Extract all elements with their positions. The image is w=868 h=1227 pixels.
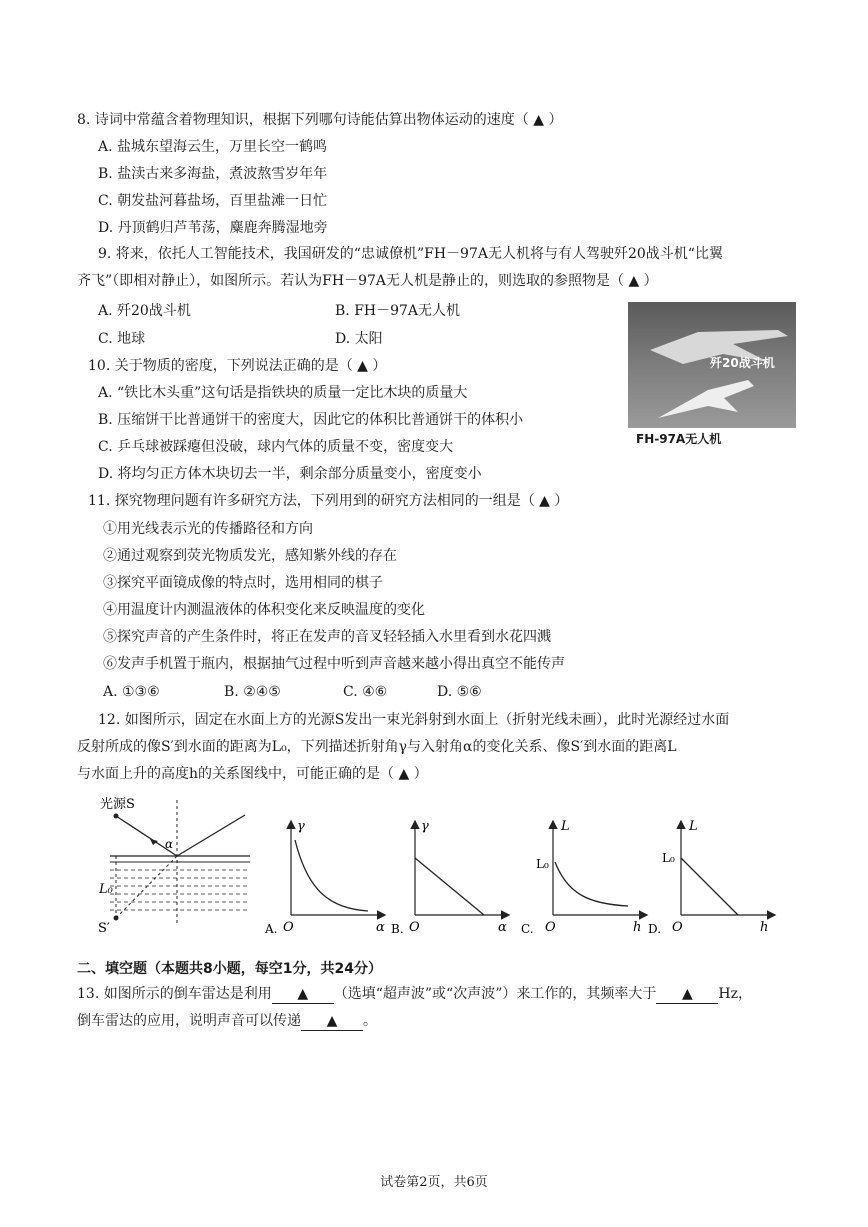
label-image: S′ — [98, 921, 110, 936]
graph-a-y-label: γ — [297, 819, 305, 834]
q11-item-6: ⑥发声手机置于瓶内，根据抽气过程中听到声音越来越小得出真空不能传声 — [103, 656, 565, 672]
q11-item-5: ⑤探究声音的产生条件时，将正在发声的音叉轻轻插入水里看到水花四溅 — [103, 629, 551, 645]
graph-a-x-label: α — [376, 920, 385, 935]
q12-stem-line2: 反射所成的像S′到水面的距离为L₀，下列描述折射角γ与入射角α的变化关系、像S′到水面的距离L — [77, 739, 677, 755]
q10-option-a: A. “铁比木头重”这句话是指铁块的质量一定比木块的质量大 — [98, 385, 468, 401]
graph-b-letter: B. — [391, 922, 404, 936]
label-angle-alpha: α — [165, 837, 174, 851]
q13-text-3: Hz， — [718, 986, 752, 1002]
graph-b-x-label: α — [498, 920, 507, 935]
graph-a-letter: A. — [265, 922, 278, 936]
graph-d-L0-label: L₀ — [662, 851, 675, 865]
q9-stem-line2: 齐飞”（即相对静止），如图所示。若认为FH－97A无人机是静止的，则选取的参照物是（ ▲ ） — [77, 273, 658, 289]
graph-c-L0-label: L₀ — [536, 857, 549, 871]
q13-text-2: （选填“超声波”或“次声波”）来工作的，其频率大于 — [333, 986, 657, 1002]
graph-a-curve — [295, 840, 368, 911]
q13-line2 — [77, 1012, 377, 1031]
q12-stem-line3: 与水面上升的高度h的关系图线中，可能正确的是（ ▲ ） — [77, 766, 428, 782]
q8-option-d: D. 丹顶鹤归芦苇荡，麋鹿奔腾湿地旁 — [98, 220, 328, 236]
q13-text-4: 倒车雷达的应用，说明声音可以传递 — [77, 1013, 301, 1029]
q8-option-c: C. 朝发盐河暮盐场，百里盐滩一日忙 — [98, 193, 328, 209]
graph-c-origin: O — [545, 920, 556, 935]
graph-d-x-label: h — [760, 920, 769, 935]
graph-b-line — [415, 858, 484, 915]
q10-option-b: B. 压缩饼干比普通饼干的密度大，因此它的体积比普通饼干的体积小 — [98, 412, 524, 428]
graph-c-curve — [555, 862, 628, 906]
section-2-heading: 二、填空题（本题共8小题，每空1分，共24分） — [77, 961, 382, 977]
photo-caption-drone: FH-97A无人机 — [636, 432, 722, 446]
graph-c-x-label: h — [633, 920, 642, 935]
q11-item-2: ②通过观察到荧光物质发光，感知紫外线的存在 — [103, 548, 397, 564]
label-light-source: 光源S — [100, 797, 135, 812]
graph-c — [521, 819, 646, 936]
q12-stem-line1: 12. 如图所示，固定在水面上方的光源S发出一束光斜射到水面上（折射光线未画），此时光源经过水面 — [98, 712, 730, 728]
q11-item-4: ④用温度计内测温液体的体积变化来反映温度的变化 — [103, 602, 425, 618]
q10-stem: 10. 关于物质的密度，下列说法正确的是（ ▲ ） — [88, 358, 387, 374]
photo-label-j20: 歼20战斗机 — [710, 356, 775, 370]
q8-stem: 8. 诗词中常蕴含着物理知识，根据下列哪句诗能估算出物体运动的速度（ ▲ ） — [77, 112, 563, 128]
q13-text-5: 。 — [363, 1013, 377, 1029]
graph-b — [391, 819, 508, 936]
q13-line1 — [77, 985, 752, 1004]
q11-option-c: C. ④⑥ — [343, 684, 388, 700]
image-point — [114, 916, 119, 921]
virtual-ray — [116, 856, 177, 918]
q13-blank-1: ▲ — [272, 985, 334, 1004]
graph-c-y-label: L — [561, 819, 570, 834]
light-source-diagram — [98, 796, 250, 936]
graph-b-y-label: γ — [421, 819, 429, 834]
q11-option-d: D. ⑤⑥ — [437, 684, 482, 700]
graph-d — [648, 819, 774, 936]
graph-d-y-label: L — [689, 819, 698, 834]
graph-d-line — [681, 858, 738, 915]
q11-option-b: B. ②④⑤ — [224, 684, 281, 700]
graph-a — [264, 819, 385, 936]
q8-option-b: B. 盐渎古来多海盐，煮波熬雪岁年年 — [98, 166, 328, 182]
q9-option-b: B. FH－97A无人机 — [335, 303, 461, 319]
graph-b-origin: O — [409, 920, 420, 935]
q10-option-d: D. 将均匀正方体木块切去一半，剩余部分质量变小，密度变小 — [98, 466, 482, 482]
q11-stem: 11. 探究物理问题有许多研究方法，下列用到的研究方法相同的一组是（ ▲ ） — [88, 493, 569, 509]
graph-c-letter: C. — [521, 922, 534, 936]
graph-d-origin: O — [672, 920, 683, 935]
q11-option-a: A. ①③⑥ — [103, 684, 160, 700]
reflected-ray — [177, 815, 245, 856]
q13-text-1: 13. 如图所示的倒车雷达是利用 — [77, 986, 272, 1002]
q13-blank-3: ▲ — [301, 1012, 363, 1031]
q13-blank-2: ▲ — [656, 985, 718, 1004]
page-footer: 试卷第2页，共6页 — [380, 1175, 488, 1190]
graph-a-origin: O — [283, 920, 294, 935]
q9-option-a: A. 歼20战斗机 — [98, 303, 191, 319]
q8-option-a: A. 盐城东望海云生，万里长空一鹤鸣 — [98, 139, 328, 155]
q9-option-c: C. 地球 — [98, 331, 146, 347]
q10-option-c: C. 乒乓球被踩瘪但没破，球内气体的质量不变，密度变大 — [98, 439, 454, 455]
q9-option-d: D. 太阳 — [335, 331, 383, 347]
q11-item-3: ③探究平面镜成像的特点时，选用相同的棋子 — [103, 575, 383, 591]
label-L0: L₀ — [99, 882, 113, 897]
q11-item-1: ①用光线表示光的传播路径和方向 — [103, 521, 313, 537]
q9-stem-line1: 9. 将来，依托人工智能技术，我国研发的“忠诚僚机”FH－97A无人机将与有人驾驶歼20战斗机“比翼 — [98, 246, 723, 262]
graph-d-letter: D. — [648, 922, 662, 936]
